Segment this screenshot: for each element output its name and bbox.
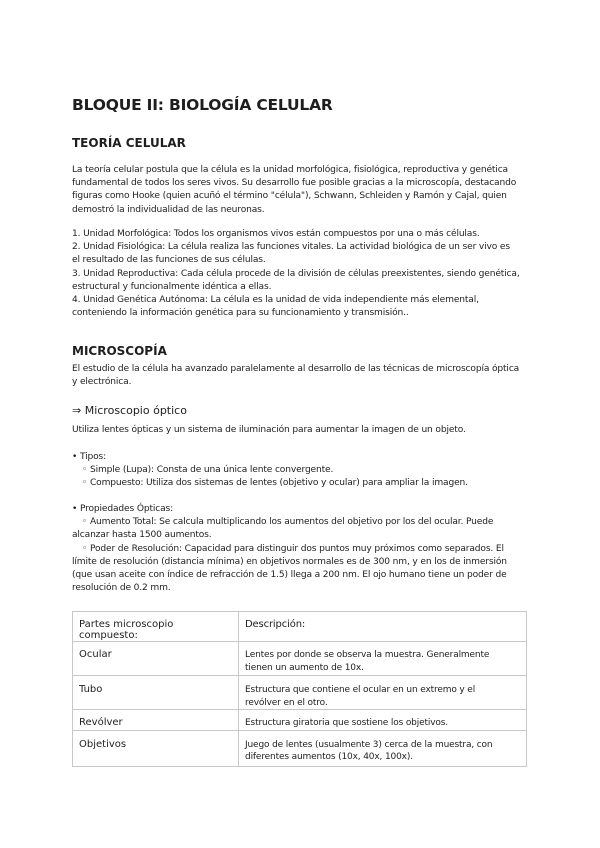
text-line: revólver en el otro. <box>245 697 328 708</box>
text-line: fundamental de todos los seres vivos. Su desarrollo fue posible gracias a la microscopía, destacando <box>72 178 517 189</box>
list-item: conteniendo la información genética para su funcionamiento y transmisión.. <box>72 308 409 319</box>
teoria-list <box>72 228 528 320</box>
table-header-cell: Descripción: <box>239 612 527 642</box>
section-heading-microscopia: MICROSCOPÍA <box>72 344 167 358</box>
list-item: 2. Unidad Fisiológica: La célula realiza las funciones vitales. La actividad biológica de un ser vivo es <box>72 242 510 253</box>
page-title: BLOQUE II: BIOLOGÍA CELULAR <box>72 96 333 114</box>
text-line: Lentes por donde se observa la muestra. Generalmente <box>245 650 490 660</box>
section-heading-teoria: TEORÍA CELULAR <box>72 136 186 150</box>
table-header-cell: Partes microscopio compuesto: <box>73 612 239 642</box>
text-line: límite de resolución (distancia mínima) en objetivos normales es de 300 nm, y en los de inmersión <box>72 556 507 567</box>
table-cell-part: Revólver <box>73 710 239 731</box>
optico-intro-paragraph <box>72 424 528 437</box>
text-line: (que usan aceite con índice de refracción de 1.5) llega a 200 nm. El ojo humano tiene un poder de <box>72 570 507 581</box>
text-line: Juego de lentes (usualmente 3) cerca de la muestra, con <box>245 739 493 750</box>
text-line: La teoría celular postula que la célula es la unidad morfológica, fisiológica, reproductiva y genética <box>72 165 508 175</box>
text-line: El estudio de la célula ha avanzado paralelamente al desarrollo de las técnicas de microscopía óptica <box>72 364 520 374</box>
text-line: y electrónica. <box>72 377 132 388</box>
list-item: ◦ Simple (Lupa): Consta de una única lente convergente. <box>82 465 334 476</box>
table-cell-desc <box>239 730 527 766</box>
table-header-row <box>73 612 527 642</box>
list-item: • Propiedades Ópticas: <box>72 504 174 514</box>
text-line: figuras como Hooke (quien acuñó el término "célula"), Schwann, Schleiden y Ramón y Cajal, quien <box>72 191 507 202</box>
table-cell-part: Tubo <box>73 676 239 710</box>
text-line: resolución de 0.2 mm. <box>72 583 171 594</box>
text-line: Estructura giratoria que sostiene los objetivos. <box>245 718 448 728</box>
subsection-heading-optico: ⇒ Microscopio óptico <box>72 404 187 417</box>
list-item: 1. Unidad Morfológica: Todos los organismos vivos están compuestos por una o más células. <box>72 229 480 239</box>
teoria-intro-paragraph <box>72 164 528 217</box>
table-row <box>73 730 527 766</box>
propiedades-list <box>72 503 528 595</box>
table-cell-desc <box>239 676 527 710</box>
list-item: 4. Unidad Genética Autónoma: La célula es la unidad de vida independiente más elemental, <box>72 295 479 306</box>
tipos-list <box>72 451 528 491</box>
table-cell-desc <box>239 710 527 731</box>
text-line: Estructura que contiene el ocular en un extremo y el <box>245 685 476 695</box>
text-line: demostró la individualidad de las neuronas. <box>72 204 265 215</box>
list-item: ◦ Aumento Total: Se calcula multiplicando los aumentos del objetivo por los del ocular. Puede <box>82 517 494 528</box>
microscopia-intro-paragraph <box>72 363 528 389</box>
table-cell-part: Objetivos <box>73 730 239 766</box>
text-line: diferentes aumentos (10x, 40x, 100x). <box>245 752 413 762</box>
text-line: Utiliza lentes ópticas y un sistema de iluminación para aumentar la imagen de un objeto. <box>72 425 466 435</box>
table-row <box>73 642 527 676</box>
list-item: • Tipos: <box>72 452 106 462</box>
table-row <box>73 676 527 710</box>
parts-table <box>72 611 527 767</box>
text-line: tienen un aumento de 10x. <box>245 662 364 673</box>
list-item: ◦ Poder de Resolución: Capacidad para distinguir dos puntos muy próximos como separados. El <box>82 543 504 554</box>
list-item: 3. Unidad Reproductiva: Cada célula procede de la división de células preexistentes, siendo genética, <box>72 268 520 279</box>
text-line: alcanzar hasta 1500 aumentos. <box>72 530 212 541</box>
list-item: el resultado de las funciones de sus células. <box>72 255 266 266</box>
list-item: ◦ Compuesto: Utiliza dos sistemas de lentes (objetivo y ocular) para ampliar la imagen. <box>82 478 468 489</box>
list-item: estructural y funcionalmente idéntica a ellas. <box>72 281 272 292</box>
table-cell-part: Ocular <box>73 642 239 676</box>
table-row <box>73 710 527 731</box>
table-cell-desc <box>239 642 527 676</box>
